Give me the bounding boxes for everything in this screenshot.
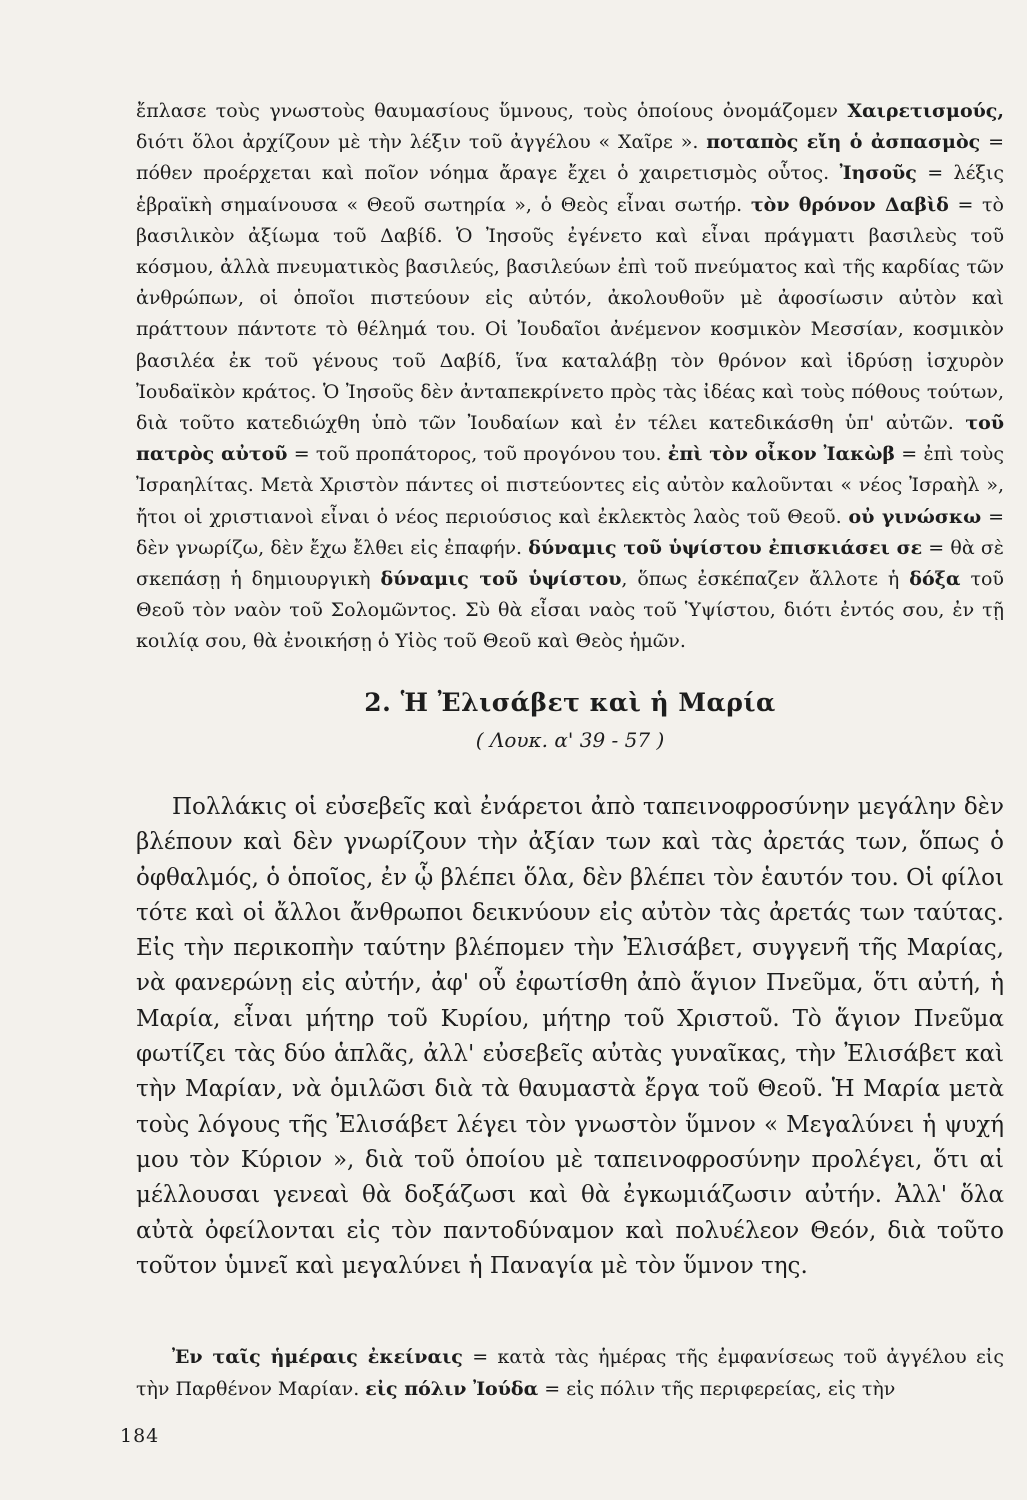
term-chairetismous: Χαιρετισμούς, [847,100,1004,122]
term-oikon-iakob: ἐπὶ τὸν οἶκον Ἰακὼβ [667,443,896,466]
term-thronon-david: τὸν θρόνον Δαβὶδ [750,193,949,216]
term-patros: τοῦ πατρὸς αὐτοῦ [136,412,1004,466]
page-number: 184 [120,1425,160,1447]
term-dynamis-hypsistou: δύναμις τοῦ ὑψίστου [380,568,622,591]
term-ou-ginosko: οὐ γινώσκω [848,505,982,528]
term-en-tais-hemerais: Ἐν ταῖς ἡμέραις ἐκείναις [172,1346,463,1368]
scripture-reference: ( Λουκ. α' 39 - 57 ) [475,728,665,752]
section-heading: 2. Ἡ Ἐλισάβετ καὶ ἡ Μαρία [364,688,776,717]
term-dynamis-episkiasei: δύναμις τοῦ ὑψίστου ἐπισκιάσει σε [528,536,923,559]
footnotes-paragraph: ἔπλασε τοὺς γνωστοὺς θαυμασίους ὕμνους, τοὺς ὁποίους ὀνομάζομεν Χαιρετισμούς, διότι ὅλοι ἀρχίζουν μὲ τὴν λέξιν τοῦ ἀγγέλου « Χαῖρε ». ποταπὸς εἴη ὁ ἀσπασμὸς = πόθεν προέρχεται καὶ ποῖον νόημα ἄραγε ἔχει ὁ χαιρετισμὸς οὗτος. Ἰησοῦς = λέξις ἑβραϊκὴ σημαίνουσα « Θεοῦ σωτηρία », ὁ Θεὸς εἶναι σωτήρ. τὸν θρόνον Δαβὶδ = τὸ βασιλικὸν ἀξίωμα τοῦ Δαβίδ. Ὁ Ἰησοῦς ἐγένετο καὶ εἶναι πράγματι βασιλεὺς τοῦ κόσμου, ἀλλὰ πνευματικὸς βασιλεύς, βασιλεύων ἐπὶ τοῦ πνεύματος καὶ τῆς καρδίας τῶν ἀνθρώπων, οἱ ὁποῖοι πιστεύουν εἰς αὐτόν, ἀκολουθοῦν μὲ ἀφοσίωσιν αὐτὸν καὶ πράττουν πάντοτε τὸ θέλημά του. Οἱ Ἰουδαῖοι ἀνέμενον κοσμικὸν Μεσσίαν, κοσμικὸν βασιλέα ἐκ τοῦ γένους τοῦ Δαβίδ, ἵνα καταλάβῃ τὸν θρόνον καὶ ἱδρύσῃ ἰσχυρὸν Ἰουδαϊκὸν κράτος. Ὁ Ἰησοῦς δὲν ἀνταπεκρίνετο πρὸς τὰς ἰδέας καὶ τοὺς πόθους τούτων, διὰ τοῦτο κατεδιώχθη ὑπὸ τῶν Ἰουδαίων καὶ ἐν τέλει κατεδικάσθη ὑπ' αὐτῶν. τοῦ πατρὸς αὐτοῦ = τοῦ προπάτορος, τοῦ προγόνου του. ἐπὶ τὸν οἶκον Ἰακὼβ = ἐπὶ τοὺς Ἰσραηλίτας. Μετὰ Χριστὸν πάντες οἱ πιστεύοντες εἰς αὐτὸν καλοῦνται « νέος Ἰσραὴλ », ἤτοι οἱ χριστιανοὶ εἶναι ὁ νέος περιούσιος καὶ ἐκλεκτὸς λαὸς τοῦ Θεοῦ. οὐ γινώσκω = δὲν γνωρίζω, δὲν ἔχω ἔλθει εἰς ἐπαφήν. δύναμις τοῦ ὑψίστου ἐπισκιάσει σε = θὰ σὲ σκεπάσῃ ἡ δημιουργικὴ δύναμις τοῦ ὑψίστου, ὅπως ἐσκέπαζεν ἄλλοτε ἡ δόξα τοῦ Θεοῦ τὸν ναὸν τοῦ Σολομῶντος. Σὺ θὰ εἶσαι ναὸς τοῦ Ὑψίστου, διότι ἐντός σου, ἐν τῇ κοιλίᾳ σου, θὰ ἐνοικήσῃ ὁ Υἱὸς τοῦ Θεοῦ καὶ Θεὸς ἡμῶν. [136,100,1005,653]
term-doxa: δόξα [909,568,961,591]
term-eis-polin-iouda: εἰς πόλιν Ἰούδα [365,1378,539,1400]
main-paragraph: Πολλάκις οἱ εὐσεβεῖς καὶ ἐνάρετοι ἀπὸ ταπεινοφροσύνην μεγάλην δὲν βλέπουν καὶ δὲν γνωρίζουν τὴν ἀξίαν των καὶ τὰς ἀρετάς των, ὅπως ὁ ὀφθαλμός, ὁ ὁποῖος, ἐν ᾧ βλέπει ὅλα, δὲν βλέπει τὸν ἑαυτόν του. Οἱ φίλοι τότε καὶ οἱ ἄλλοι ἄνθρωποι δεικνύουν εἰς αὐτὸν τὰς ἀρετάς των ταύτας. Εἰς τὴν περικοπὴν ταύτην βλέπομεν τὴν Ἐλισάβετ, συγγενῆ τῆς Μαρίας, νὰ φανερώνῃ εἰς αὐτήν, ἀφ' οὗ ἐφωτίσθη ἀπὸ ἅγιον Πνεῦμα, ὅτι αὐτή, ἡ Μαρία, εἶναι μήτηρ τοῦ Κυρίου, μήτηρ τοῦ Χριστοῦ. Τὸ ἅγιον Πνεῦμα φωτίζει τὰς δύο ἁπλᾶς, ἀλλ' εὐσεβεῖς αὐτὰς γυναῖκας, τὴν Ἐλισάβετ καὶ τὴν Μαρίαν, νὰ ὁμιλῶσι διὰ τὰ θαυμαστὰ ἔργα τοῦ Θεοῦ. Ἡ Μαρία μετὰ τοὺς λόγους τῆς Ἐλισάβετ λέγει τὸν γνωστὸν ὕμνον « Μεγαλύνει ἡ ψυχή μου τὸν Κύριον », διὰ τοῦ ὁποίου μὲ ταπεινοφροσύνην προλέγει, ὅτι αἱ μέλλουσαι γενεαὶ θὰ δοξάζωσι καὶ θὰ ἐγκωμιάζωσιν αὐτήν. Ἀλλ' ὅλα αὐτὰ ὀφείλονται εἰς τὸν παντοδύναμον καὶ πολυέλεον Θεόν, διὰ τοῦτο τοῦτον ὑμνεῖ καὶ μεγαλύνει ἡ Παναγία μὲ τὸν ὕμνον της. [136,794,1004,1279]
term-iesous: Ἰησοῦς [839,162,917,185]
term-potapos: ποταπὸς εἴη ὁ ἀσπασμὸς [706,131,981,154]
commentary-paragraph: Ἐν ταῖς ἡμέραις ἐκείναις = κατὰ τὰς ἡμέρας τῆς ἐμφανίσεως τοῦ ἀγγέλου εἰς τὴν Παρθένον Μαρίαν. εἰς πόλιν Ἰούδα = εἰς πόλιν τῆς περιφερείας, εἰς τὴν [136,1346,1004,1400]
